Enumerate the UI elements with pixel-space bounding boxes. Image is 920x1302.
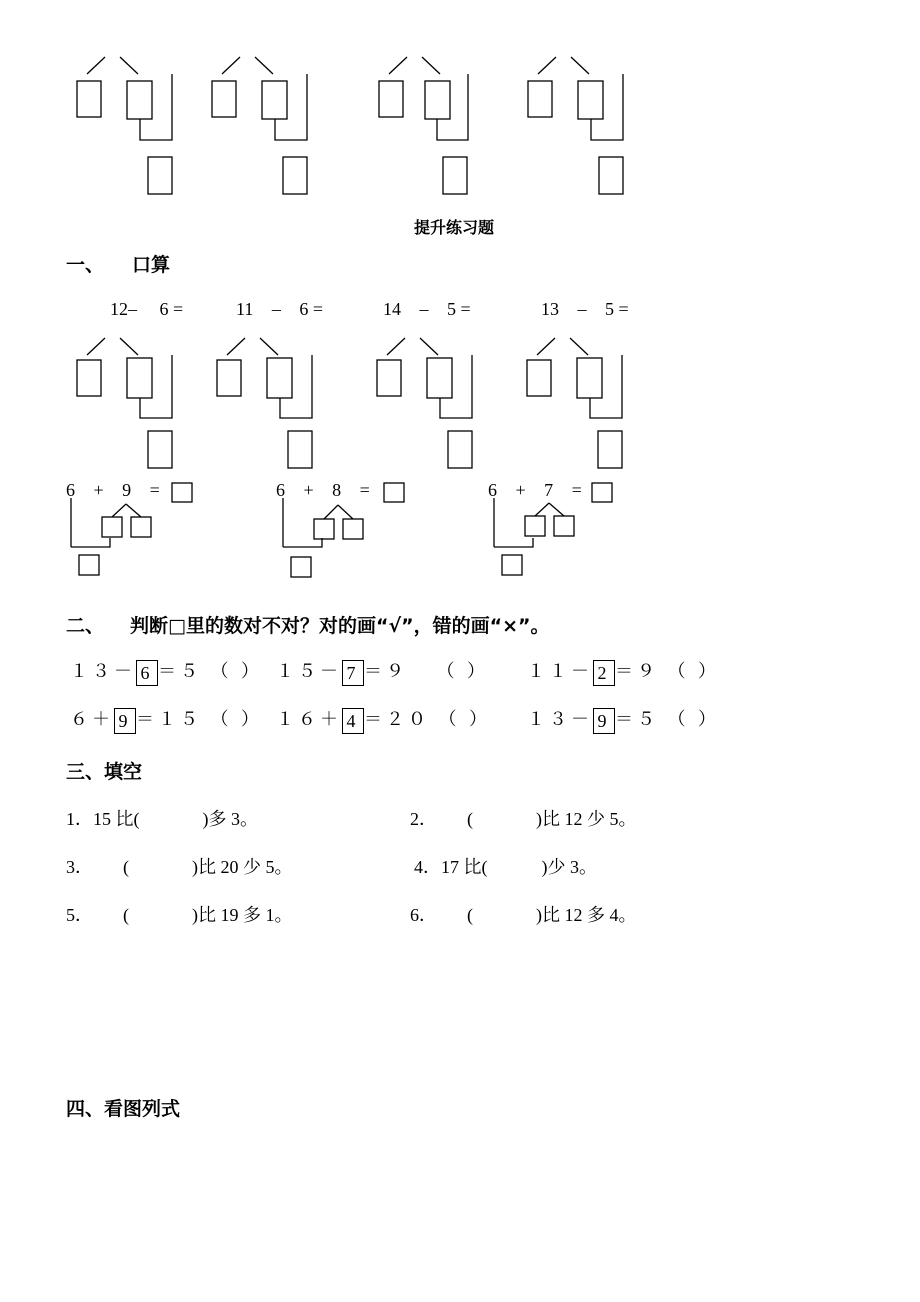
judge-item-6-post: ＝５ xyxy=(615,709,659,729)
fill-item-6-num: 6． xyxy=(410,905,437,925)
judge-item-5-post: ＝２０ xyxy=(364,709,430,729)
judge-item-1-post: ＝５ xyxy=(158,661,202,681)
fill-item-3 xyxy=(66,853,293,879)
fill-item-4-num: 4． xyxy=(414,857,441,877)
equation-4-a: 13 xyxy=(541,299,559,319)
add-equation-3-eq: = xyxy=(571,480,582,500)
equation-4-b: 5 = xyxy=(605,299,629,319)
fill-item-2 xyxy=(410,805,637,831)
judge-item-4 xyxy=(70,705,263,734)
fill-item-3-num: 3． xyxy=(66,857,93,877)
fill-item-2-text[interactable]: ( )比 12 少 5。 xyxy=(467,809,637,829)
section-4-title: 四、看图列式 xyxy=(66,1098,181,1120)
judge-item-1 xyxy=(70,657,263,686)
judge-item-3-box: 2 xyxy=(593,660,615,686)
add-equation-2-eq: = xyxy=(359,480,370,500)
judge-item-2-box: 7 xyxy=(342,660,364,686)
judge-item-4-post: ＝１５ xyxy=(136,709,202,729)
fill-item-6-text[interactable]: ( )比 12 多 4。 xyxy=(467,905,637,925)
page-title: 提升练习题 xyxy=(414,218,495,237)
judge-item-2-pre: １５－ xyxy=(276,661,342,681)
judge-item-4-answer[interactable]: （ ） xyxy=(210,709,263,729)
section-2-title: 判断□里的数对不对？对的画“√”，错的画“×”。 xyxy=(130,615,550,637)
add-equation-3-op: + xyxy=(515,480,526,500)
fill-item-3-text[interactable]: ( )比 20 少 5。 xyxy=(123,857,293,877)
equation-3-b: 5 = xyxy=(447,299,471,319)
judge-item-6-pre: １３－ xyxy=(527,709,593,729)
fill-item-6 xyxy=(410,901,637,927)
judge-item-6-answer[interactable]: （ ） xyxy=(667,709,720,729)
judge-item-5-pre: １６＋ xyxy=(276,709,342,729)
section-2-number: 二、 xyxy=(66,615,105,637)
judge-item-1-box: 6 xyxy=(136,660,158,686)
fill-item-1 xyxy=(66,805,258,831)
judge-item-3 xyxy=(527,657,720,686)
judge-item-5-answer[interactable]: （ ） xyxy=(438,709,491,729)
equation-2-a: 11 xyxy=(236,299,254,319)
judge-item-1-answer[interactable]: （ ） xyxy=(210,661,263,681)
judge-item-4-pre: ６＋ xyxy=(70,709,114,729)
add-equation-1-b: 9 xyxy=(122,480,132,500)
add-equation-3-a: 6 xyxy=(488,480,497,500)
fill-item-5-num: 5． xyxy=(66,905,93,925)
judge-item-3-post: ＝９ xyxy=(615,661,659,681)
equation-1-b: 6 = xyxy=(159,299,184,319)
add-equation-2-a: 6 xyxy=(276,480,285,500)
fill-item-1-text[interactable]: 15 比( )多 3。 xyxy=(93,809,258,829)
add-equation-1-a: 6 xyxy=(66,480,75,500)
fill-item-2-num: 2． xyxy=(410,809,437,829)
add-equation-2-b: 8 xyxy=(332,480,342,500)
judge-item-2-answer[interactable]: （ ） xyxy=(436,661,489,681)
judge-item-3-pre: １１－ xyxy=(527,661,593,681)
judge-item-6 xyxy=(527,705,720,734)
add-equation-1-op: + xyxy=(93,480,104,500)
judge-item-2-post: ＝９ xyxy=(364,661,408,681)
equation-2-b: 6 = xyxy=(299,299,323,319)
addition-diagrams xyxy=(0,0,920,600)
equation-1-a: 12– xyxy=(110,299,137,319)
fill-item-1-num: 1． xyxy=(66,809,93,829)
add-equation-3-b: 7 xyxy=(544,480,554,500)
judge-item-2 xyxy=(276,657,489,686)
judge-item-6-box: 9 xyxy=(593,708,615,734)
judge-item-3-answer[interactable]: （ ） xyxy=(667,661,720,681)
judge-item-5-box: 4 xyxy=(342,708,364,734)
fill-item-4 xyxy=(414,853,597,879)
fill-item-5 xyxy=(66,901,293,927)
judge-item-1-pre: １３－ xyxy=(70,661,136,681)
equation-2-op: – xyxy=(271,299,281,319)
equation-3-a: 14 xyxy=(383,299,401,319)
section-1-title: 口算 xyxy=(132,254,171,276)
equation-3-op: – xyxy=(419,299,429,319)
fill-item-4-text[interactable]: 17 比( )少 3。 xyxy=(441,857,597,877)
section-1-number: 一、 xyxy=(66,254,105,276)
fill-item-5-text[interactable]: ( )比 19 多 1。 xyxy=(123,905,293,925)
section-3-title: 三、填空 xyxy=(66,761,143,783)
judge-item-4-box: 9 xyxy=(114,708,136,734)
add-equation-2-op: + xyxy=(303,480,314,500)
add-equation-1-eq: = xyxy=(149,480,160,500)
judge-item-5 xyxy=(276,705,491,734)
equation-4-op: – xyxy=(577,299,587,319)
